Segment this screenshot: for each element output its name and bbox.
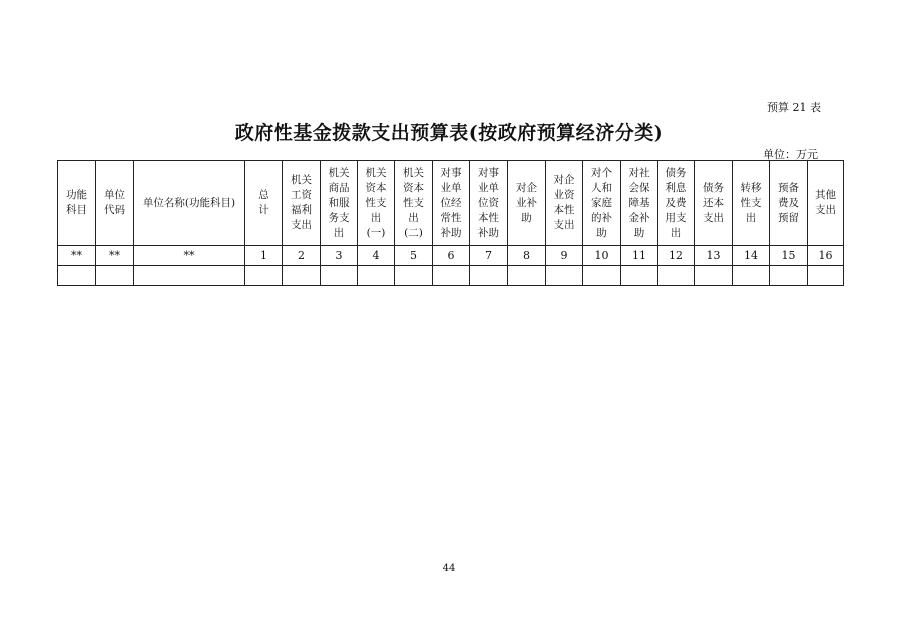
column-header-line: 性支 (403, 196, 424, 209)
index-cell: 10 (583, 246, 621, 266)
column-header-line: 资本 (365, 181, 387, 194)
column-header-line: 位经 (440, 196, 462, 209)
index-cell: 2 (283, 246, 321, 266)
column-header-line: 费及 (778, 196, 799, 209)
column-header-line: 出 (408, 211, 419, 224)
column-header-line: 预留 (778, 211, 799, 224)
column-header-line: 业补 (516, 196, 537, 209)
column-header-4 (245, 161, 283, 246)
column-header-line: 功能 (66, 189, 87, 201)
column-header-3 (134, 161, 245, 246)
column-header-6 (321, 161, 358, 246)
empty-cell (433, 266, 470, 286)
column-header-line: 业单 (440, 181, 462, 194)
index-cell: 6 (433, 246, 470, 266)
column-header-line: 对事 (478, 166, 499, 179)
column-header-line: 其他 (815, 189, 836, 201)
column-header-1 (58, 161, 96, 246)
empty-cell (245, 266, 283, 286)
empty-row (58, 266, 844, 286)
column-header-line: 债务 (703, 181, 724, 194)
column-header-10 (470, 161, 508, 246)
index-cell: 11 (621, 246, 658, 266)
empty-cell (508, 266, 546, 286)
column-header-line: 商品 (328, 181, 350, 194)
column-header-8 (395, 161, 433, 246)
empty-cell (621, 266, 658, 286)
column-header-line: 家庭 (591, 196, 612, 209)
column-header-line: 人和 (591, 181, 612, 194)
column-header-line: 补助 (478, 226, 499, 239)
column-header-9 (433, 161, 470, 246)
column-header-line: 对个 (591, 166, 612, 179)
empty-cell (583, 266, 621, 286)
column-header-line: 支出 (291, 219, 312, 231)
empty-cell (134, 266, 245, 286)
index-cell: ** (134, 246, 245, 266)
empty-cell (695, 266, 733, 286)
empty-cell (321, 266, 358, 286)
index-row (58, 246, 844, 266)
column-header-line: 预备 (778, 181, 799, 194)
index-cell: 8 (508, 246, 546, 266)
column-header-line: (一) (366, 226, 386, 239)
index-cell: 3 (321, 246, 358, 266)
column-header-5 (283, 161, 321, 246)
column-header-line: 助 (596, 226, 607, 239)
column-header-line: 出 (670, 226, 682, 239)
header-row (58, 161, 844, 246)
column-header-line: 福利 (291, 204, 312, 216)
index-cell: 12 (658, 246, 695, 266)
column-header-line: 本性 (553, 204, 575, 216)
column-header-line: 总 (258, 189, 269, 201)
column-header-15 (658, 161, 695, 246)
page-title: 政府性基金拨款支出预算表(按政府预算经济分类) (234, 122, 664, 144)
index-cell: 16 (808, 246, 844, 266)
index-cell: 4 (358, 246, 395, 266)
column-header-line: 用支 (665, 211, 687, 224)
column-header-line: 及费 (665, 196, 687, 209)
empty-cell (546, 266, 583, 286)
column-header-line: 的补 (591, 211, 612, 224)
column-header-line: 和服 (328, 196, 350, 209)
column-header-16 (695, 161, 733, 246)
index-cell: 14 (733, 246, 770, 266)
index-cell: ** (96, 246, 134, 266)
column-header-line: 支出 (553, 219, 575, 231)
column-header-line: 计 (258, 204, 269, 216)
page-number: 44 (442, 563, 456, 574)
table-number: 预算 21 表 (767, 101, 821, 114)
column-header-line: 机关 (365, 166, 387, 179)
column-header-line: 业单 (478, 181, 499, 194)
empty-cell (470, 266, 508, 286)
budget-table (57, 160, 844, 286)
column-header-line: 机关 (291, 174, 312, 186)
column-header-11 (508, 161, 546, 246)
empty-cell (770, 266, 808, 286)
column-header-line: 资本 (403, 181, 424, 194)
column-header-line: 科目 (66, 204, 87, 216)
column-header-7 (358, 161, 395, 246)
column-header-line: 还本 (703, 196, 724, 209)
empty-cell (808, 266, 844, 286)
column-header-line: 会保 (628, 181, 650, 194)
index-cell: 9 (546, 246, 583, 266)
column-header-line: 障基 (628, 196, 650, 209)
column-header-line: 对企 (516, 181, 537, 194)
column-header-line: 代码 (104, 204, 125, 216)
column-header-line: 出 (333, 226, 345, 239)
empty-cell (283, 266, 321, 286)
column-header-12 (546, 161, 583, 246)
column-header-line: 支出 (815, 204, 836, 216)
empty-cell (658, 266, 695, 286)
column-header-line: 机关 (328, 166, 350, 179)
index-cell: 13 (695, 246, 733, 266)
column-header-line: 本性 (478, 211, 499, 224)
column-header-17 (733, 161, 770, 246)
index-cell: 7 (470, 246, 508, 266)
column-header-line: 对企 (553, 174, 575, 186)
empty-cell (733, 266, 770, 286)
column-header-line: 对社 (628, 166, 650, 179)
column-header-14 (621, 161, 658, 246)
column-header-line: 利息 (665, 181, 687, 194)
column-header-line: 转移 (740, 181, 762, 194)
column-header-line: 出 (370, 211, 382, 224)
empty-cell (358, 266, 395, 286)
column-header-2 (96, 161, 134, 246)
column-header-line: 助 (521, 211, 532, 224)
index-cell: 15 (770, 246, 808, 266)
column-header-line: 支出 (703, 211, 724, 224)
column-header-line: 位资 (478, 196, 499, 209)
column-header-line: 助 (633, 226, 645, 239)
column-header-line: 性支 (740, 196, 762, 209)
column-header-line: 业资 (553, 189, 575, 201)
index-cell: 5 (395, 246, 433, 266)
column-header-line: 补助 (440, 226, 462, 239)
index-cell: 1 (245, 246, 283, 266)
column-header-line: 债务 (665, 166, 687, 179)
index-cell: ** (58, 246, 96, 266)
empty-cell (96, 266, 134, 286)
empty-cell (58, 266, 96, 286)
column-header-line: 对事 (440, 166, 462, 179)
empty-cell (395, 266, 433, 286)
unit-label: 单位：万元 (763, 148, 818, 161)
column-header-line: 常性 (440, 211, 462, 224)
column-header-line: 工资 (291, 189, 312, 201)
column-header-line: 金补 (628, 211, 650, 224)
column-header-line: 机关 (403, 166, 424, 179)
column-header-line: 性支 (365, 196, 387, 209)
column-header-18 (770, 161, 808, 246)
column-header-line: (二) (404, 226, 423, 239)
column-header-line: 单位名称(功能科目) (142, 196, 236, 209)
column-header-13 (583, 161, 621, 246)
column-header-19 (808, 161, 844, 246)
column-header-line: 务支 (328, 211, 350, 224)
column-header-line: 出 (745, 211, 757, 224)
column-header-line: 单位 (104, 189, 125, 201)
